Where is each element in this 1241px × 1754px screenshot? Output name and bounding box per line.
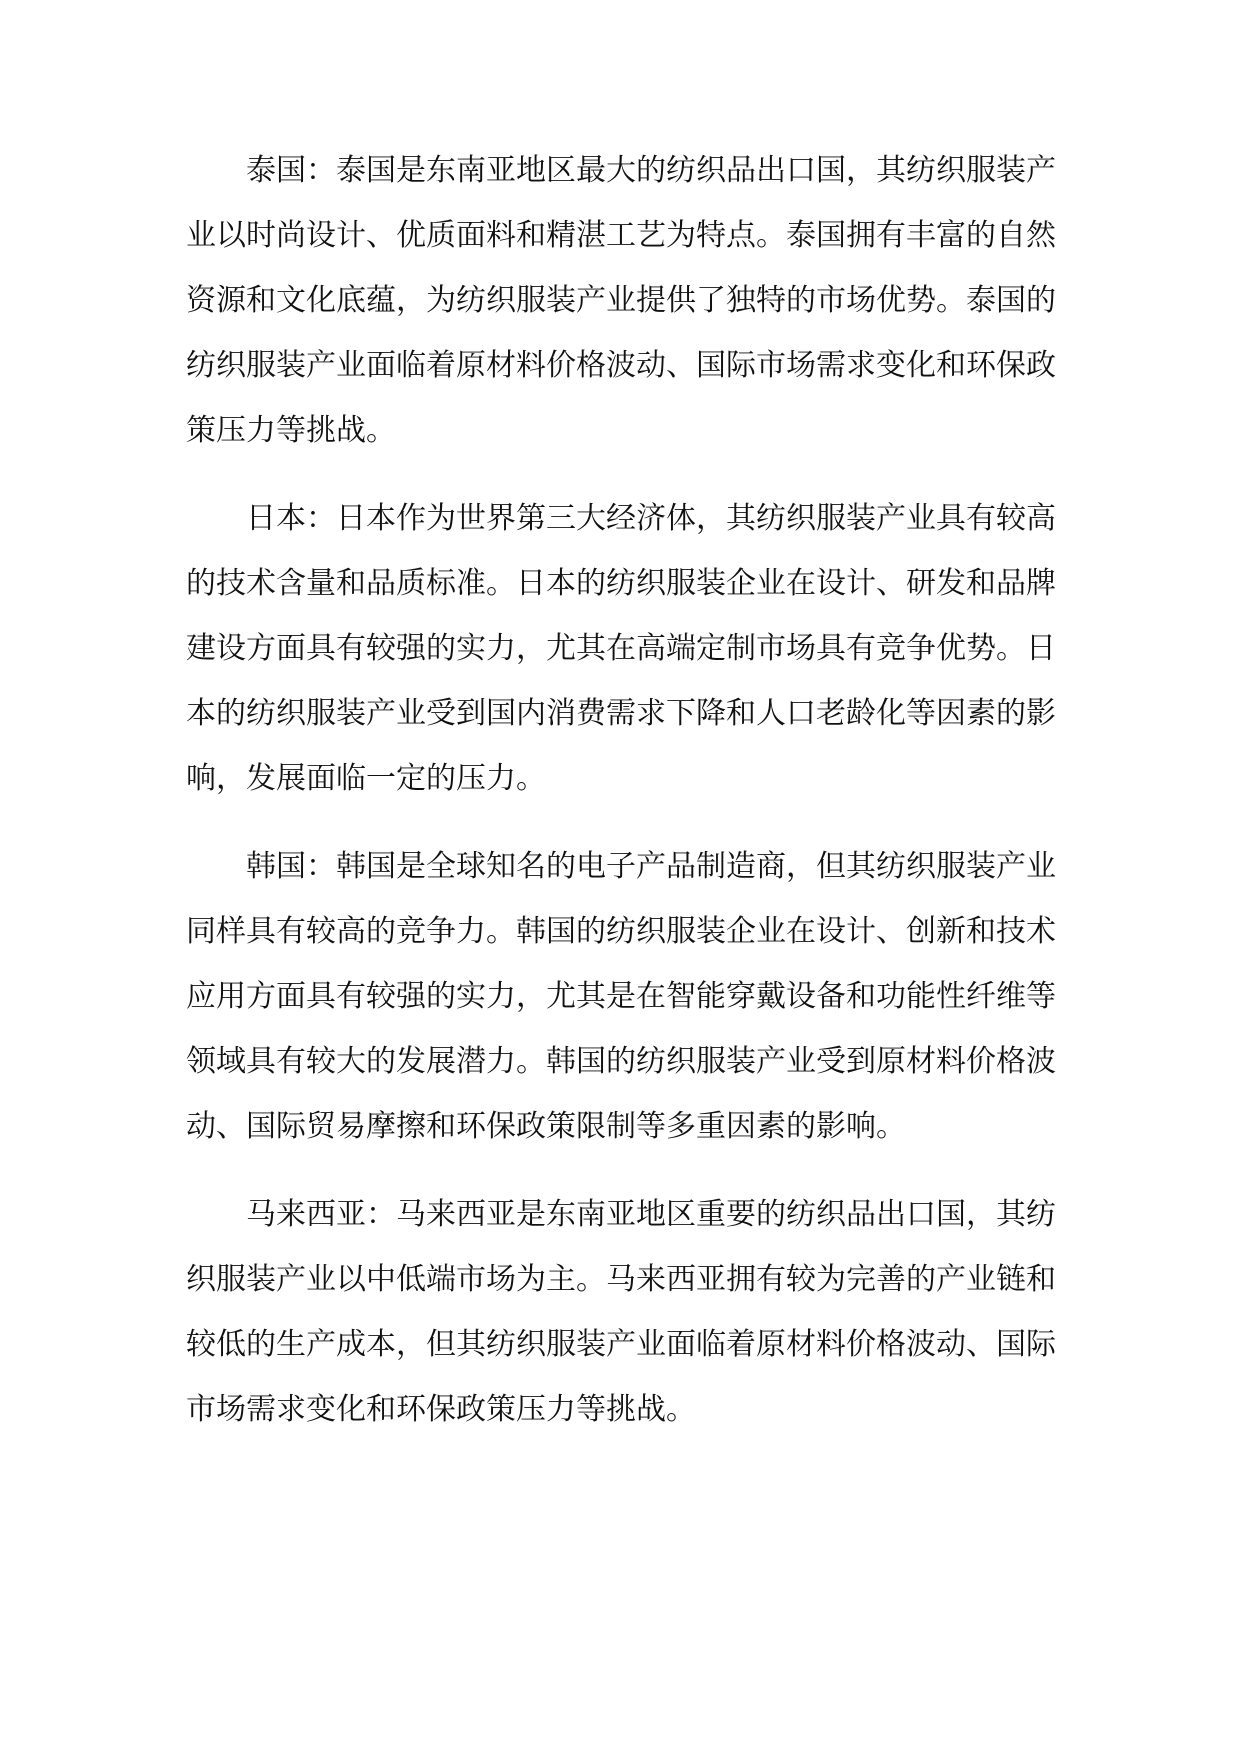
paragraph-thailand: 泰国：泰国是东南亚地区最大的纺织品出口国，其纺织服装产业以时尚设计、优质面料和精湛工艺为特点。泰国拥有丰富的自然资源和文化底蕴，为纺织服装产业提供了独特的市场优势。泰国的纺织服装产业面临着原材料价格波动、国际市场需求变化和环保政策压力等挑战。 [186,153,1056,448]
paragraph-japan: 日本：日本作为世界第三大经济体，其纺织服装产业具有较高的技术含量和品质标准。日本的纺织服装企业在设计、研发和品牌建设方面具有较强的实力，尤其在高端定制市场具有竞争优势。日本的纺织服装产业受到国内消费需求下降和人口老龄化等因素的影响，发展面临一定的压力。 [186,501,1056,796]
document-body [186,138,1056,1465]
paragraph-malaysia: 马来西亚：马来西亚是东南亚地区重要的纺织品出口国，其纺织服装产业以中低端市场为主。马来西亚拥有较为完善的产业链和较低的生产成本，但其纺织服装产业面临着原材料价格波动、国际市场需求变化和环保政策压力等挑战。 [186,1197,1056,1427]
paragraph-korea: 韩国：韩国是全球知名的电子产品制造商，但其纺织服装产业同样具有较高的竞争力。韩国的纺织服装企业在设计、创新和技术应用方面具有较强的实力，尤其是在智能穿戴设备和功能性纤维等领域具有较大的发展潜力。韩国的纺织服装产业受到原材料价格波动、国际贸易摩擦和环保政策限制等多重因素的影响。 [186,849,1056,1144]
